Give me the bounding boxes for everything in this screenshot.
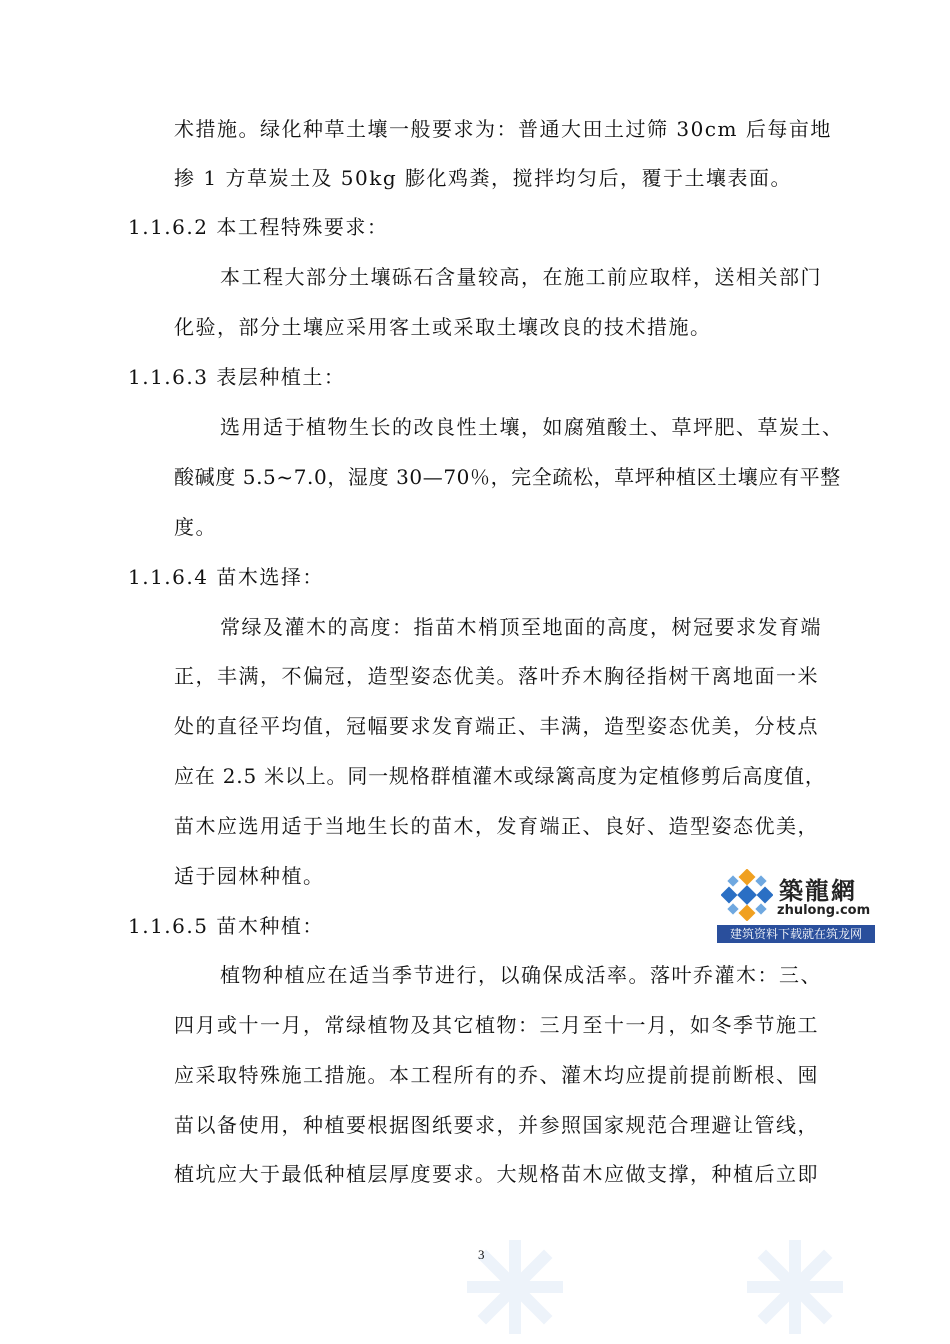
text-line: 度。 bbox=[174, 515, 217, 539]
page-number: 3 bbox=[478, 1247, 485, 1262]
text-line: 应在 2.5 米以上。同一规格群植灌木或绿篱高度为定植修剪后高度值， bbox=[174, 764, 826, 788]
section-heading: 1.1.6.4 苗木选择： bbox=[128, 565, 324, 589]
text-line: 应采取特殊施工措施。本工程所有的乔、灌木均应提前提前断根、囤 bbox=[174, 1063, 819, 1087]
zhulong-snowflake-logo-icon bbox=[721, 869, 773, 921]
text-line: 选用适于植物生长的改良性土壤，如腐殖酸土、草坪肥、草炭土、 bbox=[220, 415, 844, 439]
text-line: 四月或十一月，常绿植物及其它植物：三月至十一月，如冬季节施工 bbox=[174, 1013, 819, 1037]
text-line: 苗木应选用适于当地生长的苗木，发育端正、良好、造型姿态优美， bbox=[174, 814, 819, 838]
text-line: 掺 1 方草炭土及 50kg 膨化鸡粪，搅拌均匀后，覆于土壤表面。 bbox=[174, 166, 793, 190]
text-line: 处的直径平均值，冠幅要求发育端正、丰满，造型姿态优美，分枝点 bbox=[174, 714, 819, 738]
text-line: 化验，部分土壤应采用客土或采取土壤改良的技术措施。 bbox=[174, 315, 712, 339]
text-line: 本工程大部分土壤砾石含量较高，在施工前应取样，送相关部门 bbox=[220, 265, 822, 289]
text-line: 苗以备使用，种植要根据图纸要求，并参照国家规范合理避让管线， bbox=[174, 1113, 819, 1137]
text-line: 植物种植应在适当季节进行，以确保成活率。落叶乔灌木：三、 bbox=[220, 963, 822, 987]
section-heading: 1.1.6.2 本工程特殊要求： bbox=[128, 215, 389, 239]
text-line: 酸碱度 5.5~7.0，湿度 30—70％，完全疏松，草坪种植区土壤应有平整 bbox=[174, 465, 841, 489]
section-heading: 1.1.6.5 苗木种植： bbox=[128, 914, 324, 938]
zhulong-logo bbox=[717, 865, 875, 943]
text-line: 常绿及灌木的高度：指苗木梢顶至地面的高度，树冠要求发育端 bbox=[220, 615, 822, 639]
logo-panel bbox=[717, 865, 875, 925]
text-line: 植坑应大于最低种植层厚度要求。大规格苗木应做支撑，种植后立即 bbox=[174, 1162, 819, 1186]
section-heading: 1.1.6.3 表层种植土： bbox=[128, 365, 346, 389]
logo-domain: zhulong.com bbox=[777, 903, 871, 918]
watermark-snowflake-icon bbox=[735, 1230, 855, 1344]
text-line: 正，丰满，不偏冠，造型姿态优美。落叶乔木胸径指树干离地面一米 bbox=[174, 664, 819, 688]
logo-slogan: 建筑资料下载就在筑龙网 bbox=[717, 925, 875, 943]
watermark-snowflake-icon bbox=[455, 1230, 575, 1344]
text-line: 术措施。绿化种草土壤一般要求为：普通大田土过筛 30cm 后每亩地 bbox=[174, 117, 832, 141]
text-line: 适于园林种植。 bbox=[174, 864, 325, 888]
logo-name: 築龍網 bbox=[779, 877, 857, 905]
